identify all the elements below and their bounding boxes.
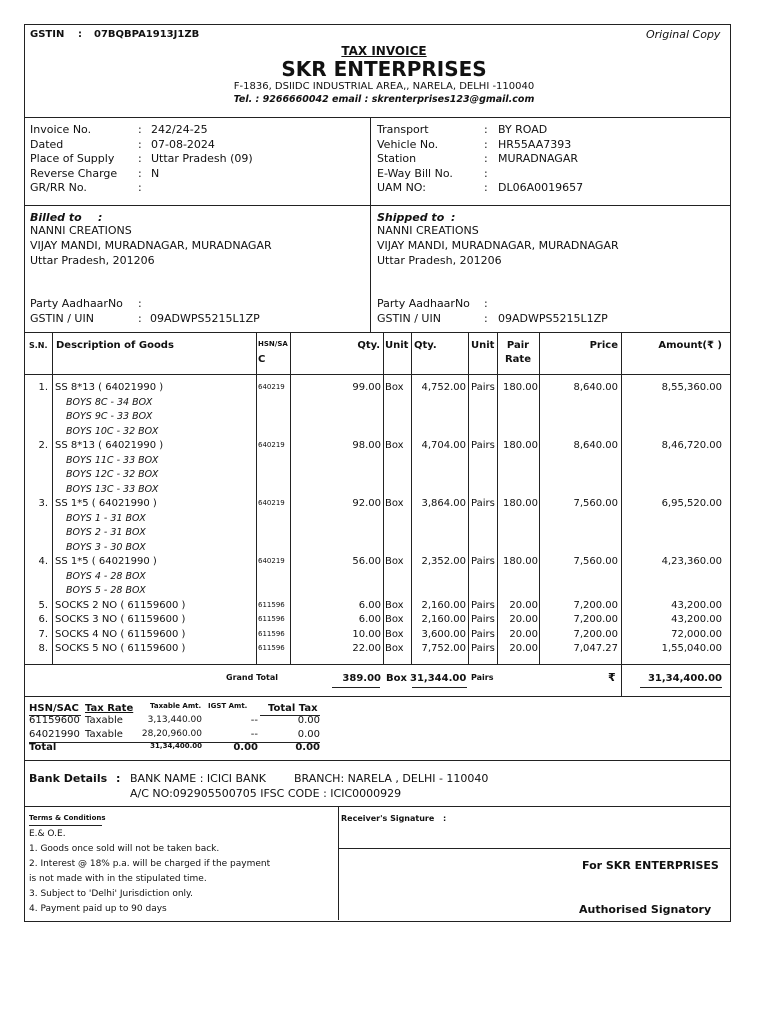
col-qty: Qty.: [357, 340, 380, 351]
tax-taxable: 3,13,440.00: [147, 715, 202, 725]
terms-heading: Terms & Conditions: [29, 814, 106, 822]
billed-to-aadhaar-separator: :: [138, 297, 142, 310]
item-sub-row: [24, 484, 730, 498]
gstin-label: GSTIN: [30, 29, 65, 40]
table-row: [24, 440, 730, 454]
item-qty: 99.00: [352, 382, 381, 393]
divider: [338, 848, 730, 849]
item-amount: 6,95,520.00: [661, 498, 722, 509]
billed-to-aadhaar-label: Party AadhaarNo: [30, 297, 123, 310]
terms-line: E.& O.E.: [29, 829, 66, 839]
tax-igst: --: [250, 729, 258, 740]
item-unit: Box: [385, 440, 404, 451]
item-unit: Box: [385, 614, 404, 625]
item-pair-rate: 20.00: [509, 599, 538, 611]
item-description: SOCKS 5 NO ( 61159600 ): [55, 643, 186, 654]
item-sub-row: [24, 455, 730, 469]
shipped-to-aadhaar-separator: :: [484, 297, 488, 310]
item-unit2: Pairs: [471, 556, 495, 567]
item-breakdown: BOYS 10C - 32 BOX: [66, 425, 159, 437]
item-price: 8,640.00: [573, 440, 618, 451]
shipped-to-aadhaar-label: Party AadhaarNo: [377, 297, 470, 310]
info-label: E-Way Bill No.: [377, 166, 453, 180]
col-pair-rate-line2: Rate: [504, 354, 531, 365]
item-sub-row: [24, 426, 730, 440]
item-unit: Box: [385, 643, 404, 654]
item-breakdown: BOYS 11C - 33 BOX: [66, 454, 159, 466]
col-amount: Amount(₹ ): [658, 340, 722, 351]
copy-type: Original Copy: [646, 28, 721, 41]
company-contact: Tel. : 9266660042 email : skrenterprises123@gmail.com: [233, 94, 535, 105]
table-row: [24, 629, 730, 643]
item-price: 7,560.00: [573, 556, 618, 567]
item-price: 7,200.00: [573, 614, 618, 625]
col-unit2: Unit: [471, 340, 495, 351]
item-description: SOCKS 4 NO ( 61159600 ): [55, 628, 186, 640]
item-price: 7,200.00: [573, 599, 618, 611]
item-unit2: Pairs: [471, 382, 495, 393]
info-value: 07-08-2024: [151, 137, 215, 151]
item-qty: 98.00: [352, 440, 381, 451]
item-amount: 4,23,360.00: [661, 556, 722, 567]
item-qty: 6.00: [358, 614, 381, 625]
underline: [412, 687, 467, 688]
item-hsn: 640219: [258, 499, 285, 507]
shipped-to-heading: Shipped to: [377, 211, 445, 224]
info-separator: :: [138, 166, 142, 180]
gstin-value: 07BQBPA1913J1ZB: [94, 29, 200, 40]
item-breakdown: BOYS 4 - 28 BOX: [66, 570, 146, 582]
item-sub-row: [24, 527, 730, 541]
item-breakdown: BOYS 1 - 31 BOX: [66, 512, 146, 524]
col-qty2: Qty.: [414, 340, 437, 351]
item-sub-row: [24, 469, 730, 483]
receiver-signature-label: Receiver's Signature: [341, 814, 435, 823]
shipped-to-colon: :: [451, 211, 456, 224]
terms-line: is not made with in the stipulated time.: [29, 874, 207, 884]
item-qty2: 2,352.00: [421, 556, 466, 567]
col-description: Description of Goods: [56, 340, 174, 351]
shipped-to-state: Uttar Pradesh, 201206: [377, 254, 502, 267]
item-pair-rate: 20.00: [509, 643, 538, 654]
info-label: Place of Supply: [30, 152, 115, 165]
item-qty2: 2,160.00: [421, 614, 466, 625]
item-price: 7,560.00: [573, 498, 618, 509]
item-hsn: 640219: [258, 441, 285, 449]
divider: [24, 205, 730, 206]
tax-rate: Taxable: [85, 715, 123, 726]
table-row: [24, 600, 730, 614]
item-qty2: 3,864.00: [421, 498, 466, 509]
item-hsn: 611596: [258, 615, 285, 623]
terms-line: 4. Payment paid up to 90 days: [29, 904, 167, 914]
for-company: For SKR ENTERPRISES: [582, 859, 719, 872]
grand-total-unit2: Pairs: [471, 673, 494, 682]
table-row: [24, 614, 730, 628]
item-pair-rate: 20.00: [509, 628, 538, 640]
item-sn: 8.: [38, 643, 48, 654]
gstin-separator: :: [78, 29, 82, 40]
bank-separator: :: [116, 772, 121, 785]
col-pair-rate: Pair: [506, 340, 530, 351]
item-amount: 8,46,720.00: [661, 440, 722, 451]
item-qty2: 7,752.00: [421, 643, 466, 654]
terms-line: 1. Goods once sold will not be taken back.: [29, 844, 220, 854]
bank-name: BANK NAME : ICICI BANK: [130, 772, 267, 785]
info-separator: :: [138, 137, 142, 151]
shipped-to-gstin-label: GSTIN / UIN: [377, 312, 441, 325]
info-separator: :: [484, 123, 488, 136]
terms-line: 2. Interest @ 18% p.a. will be charged if the payment: [29, 859, 271, 869]
item-sn: 6.: [38, 614, 48, 625]
item-price: 7,200.00: [573, 628, 618, 640]
company-address: F-1836, DSIIDC INDUSTRIAL AREA,, NARELA, DELHI -110040: [233, 81, 535, 92]
item-qty2: 2,160.00: [421, 599, 466, 611]
billed-to-gstin: 09ADWPS5215L1ZP: [150, 312, 260, 325]
info-label: Station: [377, 152, 417, 165]
info-label: Invoice No.: [30, 123, 92, 136]
item-pair-rate: 180.00: [503, 556, 538, 567]
info-label: Reverse Charge: [30, 166, 118, 180]
item-sn: 2.: [38, 440, 48, 451]
item-sub-row: [24, 571, 730, 585]
item-amount: 72,000.00: [671, 628, 722, 640]
item-breakdown: BOYS 3 - 30 BOX: [66, 541, 146, 553]
item-breakdown: BOYS 2 - 31 BOX: [66, 527, 146, 538]
billed-to-name: NANNI CREATIONS: [30, 224, 132, 237]
billed-to-colon: :: [98, 211, 103, 224]
item-hsn: 611596: [258, 644, 285, 652]
divider: [338, 806, 339, 920]
item-hsn: 640219: [258, 557, 285, 565]
item-unit2: Pairs: [471, 498, 495, 509]
item-pair-rate: 20.00: [509, 614, 538, 625]
bank-branch: BRANCH: NARELA , DELHI - 110040: [294, 772, 489, 785]
table-row: [24, 556, 730, 570]
bank-account: A/C NO:092905500705 IFSC CODE : ICIC0000929: [130, 787, 402, 800]
divider: [24, 696, 730, 697]
item-pair-rate: 180.00: [503, 382, 538, 393]
grand-total-unit: Box: [386, 673, 407, 684]
tax-total-total: 0.00: [295, 742, 320, 753]
item-pair-rate: 180.00: [503, 440, 538, 451]
item-amount: 43,200.00: [671, 614, 722, 625]
item-sub-row: [24, 585, 730, 599]
info-value: MURADNAGAR: [498, 152, 578, 165]
item-amount: 43,200.00: [671, 599, 722, 611]
billed-to-gstin-separator: :: [138, 312, 142, 325]
item-description: SOCKS 2 NO ( 61159600 ): [55, 599, 186, 611]
shipped-to-gstin-separator: :: [484, 312, 488, 325]
item-unit: Box: [385, 628, 404, 640]
grand-total-amount: 31,34,400.00: [647, 673, 722, 684]
item-description: SS 8*13 ( 64021990 ): [55, 382, 164, 393]
tax-col-hsn: HSN/SAC: [29, 703, 79, 714]
info-separator: :: [484, 152, 488, 165]
grand-total-label: Grand Total: [226, 673, 278, 682]
billed-to-gstin-label: GSTIN / UIN: [30, 312, 94, 325]
authorised-signatory: Authorised Signatory: [579, 903, 712, 916]
billed-to-address: VIJAY MANDI, MURADNAGAR, MURADNAGAR: [30, 239, 272, 252]
info-value: 242/24-25: [151, 123, 208, 136]
item-price: 7,047.27: [573, 643, 618, 654]
info-value: DL06A0019657: [498, 181, 584, 194]
document-title: TAX INVOICE: [341, 44, 427, 58]
grand-total-qty2: 31,344.00: [410, 673, 467, 684]
item-unit2: Pairs: [471, 643, 495, 654]
info-separator: :: [138, 181, 142, 194]
item-unit: Box: [385, 498, 404, 509]
info-separator: :: [484, 181, 488, 194]
info-value: N: [151, 166, 160, 180]
item-sub-row: [24, 397, 730, 411]
item-hsn: 611596: [258, 629, 285, 638]
col-hsn: HSN/SA: [258, 340, 288, 348]
item-unit2: Pairs: [471, 614, 495, 625]
tax-total-taxable: 31,34,400.00: [150, 742, 202, 750]
item-sub-row: [24, 411, 730, 425]
item-unit2: Pairs: [471, 599, 495, 611]
tax-taxable: 28,20,960.00: [141, 729, 202, 739]
divider: [24, 332, 730, 333]
info-label: UAM NO:: [377, 181, 426, 194]
tax-col-rate: Tax Rate: [85, 703, 134, 714]
table-row: [24, 643, 730, 657]
item-breakdown: BOYS 8C - 34 BOX: [66, 396, 153, 408]
table-row: [24, 382, 730, 396]
item-description: SS 1*5 ( 64021990 ): [55, 556, 157, 567]
item-price: 8,640.00: [573, 382, 618, 393]
item-sn: 7.: [38, 628, 48, 640]
company-name: SKR ENTERPRISES: [281, 57, 487, 81]
grand-total-qty: 389.00: [342, 673, 381, 684]
billed-to-state: Uttar Pradesh, 201206: [30, 254, 155, 267]
item-qty: 56.00: [352, 556, 381, 567]
divider: [24, 374, 730, 375]
shipped-to-name: NANNI CREATIONS: [377, 224, 479, 237]
col-unit: Unit: [385, 340, 409, 351]
item-qty2: 3,600.00: [421, 628, 466, 640]
item-qty2: 4,704.00: [421, 440, 466, 451]
info-label: Vehicle No.: [377, 137, 439, 151]
item-description: SS 8*13 ( 64021990 ): [55, 440, 164, 451]
item-sub-row: [24, 513, 730, 527]
info-separator: :: [138, 152, 142, 165]
info-separator: :: [484, 166, 488, 180]
item-breakdown: BOYS 12C - 32 BOX: [66, 469, 159, 480]
item-sub-row: [24, 542, 730, 556]
tax-col-total: Total Tax: [268, 703, 318, 714]
info-separator: :: [484, 137, 488, 151]
item-amount: 8,55,360.00: [661, 382, 722, 393]
item-sn: 4.: [38, 556, 48, 567]
tax-total: 0.00: [297, 715, 320, 726]
item-qty: 6.00: [358, 599, 381, 611]
item-hsn: 640219: [258, 383, 285, 391]
item-sn: 3.: [38, 498, 48, 509]
item-qty: 10.00: [352, 628, 381, 640]
billed-to-heading: Billed to: [30, 211, 82, 224]
info-separator: :: [138, 123, 142, 136]
info-value: HR55AA7393: [498, 137, 572, 151]
item-breakdown: BOYS 13C - 33 BOX: [66, 483, 159, 495]
underline: [29, 825, 102, 826]
bank-label: Bank Details: [29, 772, 108, 785]
terms-line: 3. Subject to 'Delhi' Jurisdiction only.: [29, 889, 193, 899]
item-qty: 22.00: [352, 643, 381, 654]
info-value: BY ROAD: [498, 123, 548, 136]
table-row: [24, 498, 730, 512]
item-sn: 1.: [38, 382, 48, 393]
tax-total: 0.00: [297, 729, 320, 740]
col-hsn-line2: C: [258, 354, 266, 365]
tax-total-igst: 0.00: [233, 742, 258, 753]
info-label: Dated: [30, 137, 64, 151]
divider: [24, 806, 730, 807]
item-breakdown: BOYS 9C - 33 BOX: [66, 411, 153, 422]
divider: [24, 117, 730, 118]
grand-total-box: [621, 664, 730, 696]
shipped-to-gstin: 09ADWPS5215L1ZP: [498, 312, 608, 325]
tax-total-label: Total: [29, 742, 57, 753]
tax-col-taxable: Taxable Amt.: [150, 702, 202, 710]
divider: [370, 117, 371, 332]
tax-igst: --: [250, 715, 258, 726]
item-qty: 92.00: [352, 498, 381, 509]
receiver-signature-separator: :: [443, 814, 447, 823]
item-pair-rate: 180.00: [503, 498, 538, 509]
item-unit2: Pairs: [471, 628, 495, 640]
item-unit2: Pairs: [471, 440, 495, 451]
info-value: Uttar Pradesh (09): [151, 152, 253, 165]
item-unit: Box: [385, 599, 404, 611]
info-label: Transport: [377, 123, 429, 136]
item-qty2: 4,752.00: [421, 382, 466, 393]
col-sn: S.N.: [29, 341, 48, 350]
tax-hsn: 61159600: [29, 715, 80, 726]
item-hsn: 611596: [258, 600, 285, 609]
shipped-to-address: VIJAY MANDI, MURADNAGAR, MURADNAGAR: [377, 239, 619, 252]
item-description: SOCKS 3 NO ( 61159600 ): [55, 614, 186, 625]
divider: [24, 760, 730, 761]
item-unit: Box: [385, 382, 404, 393]
col-price: Price: [589, 340, 618, 351]
item-description: SS 1*5 ( 64021990 ): [55, 498, 157, 509]
tax-col-igst: IGST Amt.: [208, 702, 248, 710]
item-unit: Box: [385, 556, 404, 567]
info-label: GR/RR No.: [30, 181, 87, 194]
item-breakdown: BOYS 5 - 28 BOX: [66, 585, 146, 596]
grand-total-currency: ₹: [608, 671, 616, 684]
tax-rate: Taxable: [85, 729, 123, 740]
underline: [332, 687, 380, 688]
tax-hsn: 64021990: [29, 729, 80, 740]
item-amount: 1,55,040.00: [661, 643, 722, 654]
item-sn: 5.: [38, 599, 48, 611]
